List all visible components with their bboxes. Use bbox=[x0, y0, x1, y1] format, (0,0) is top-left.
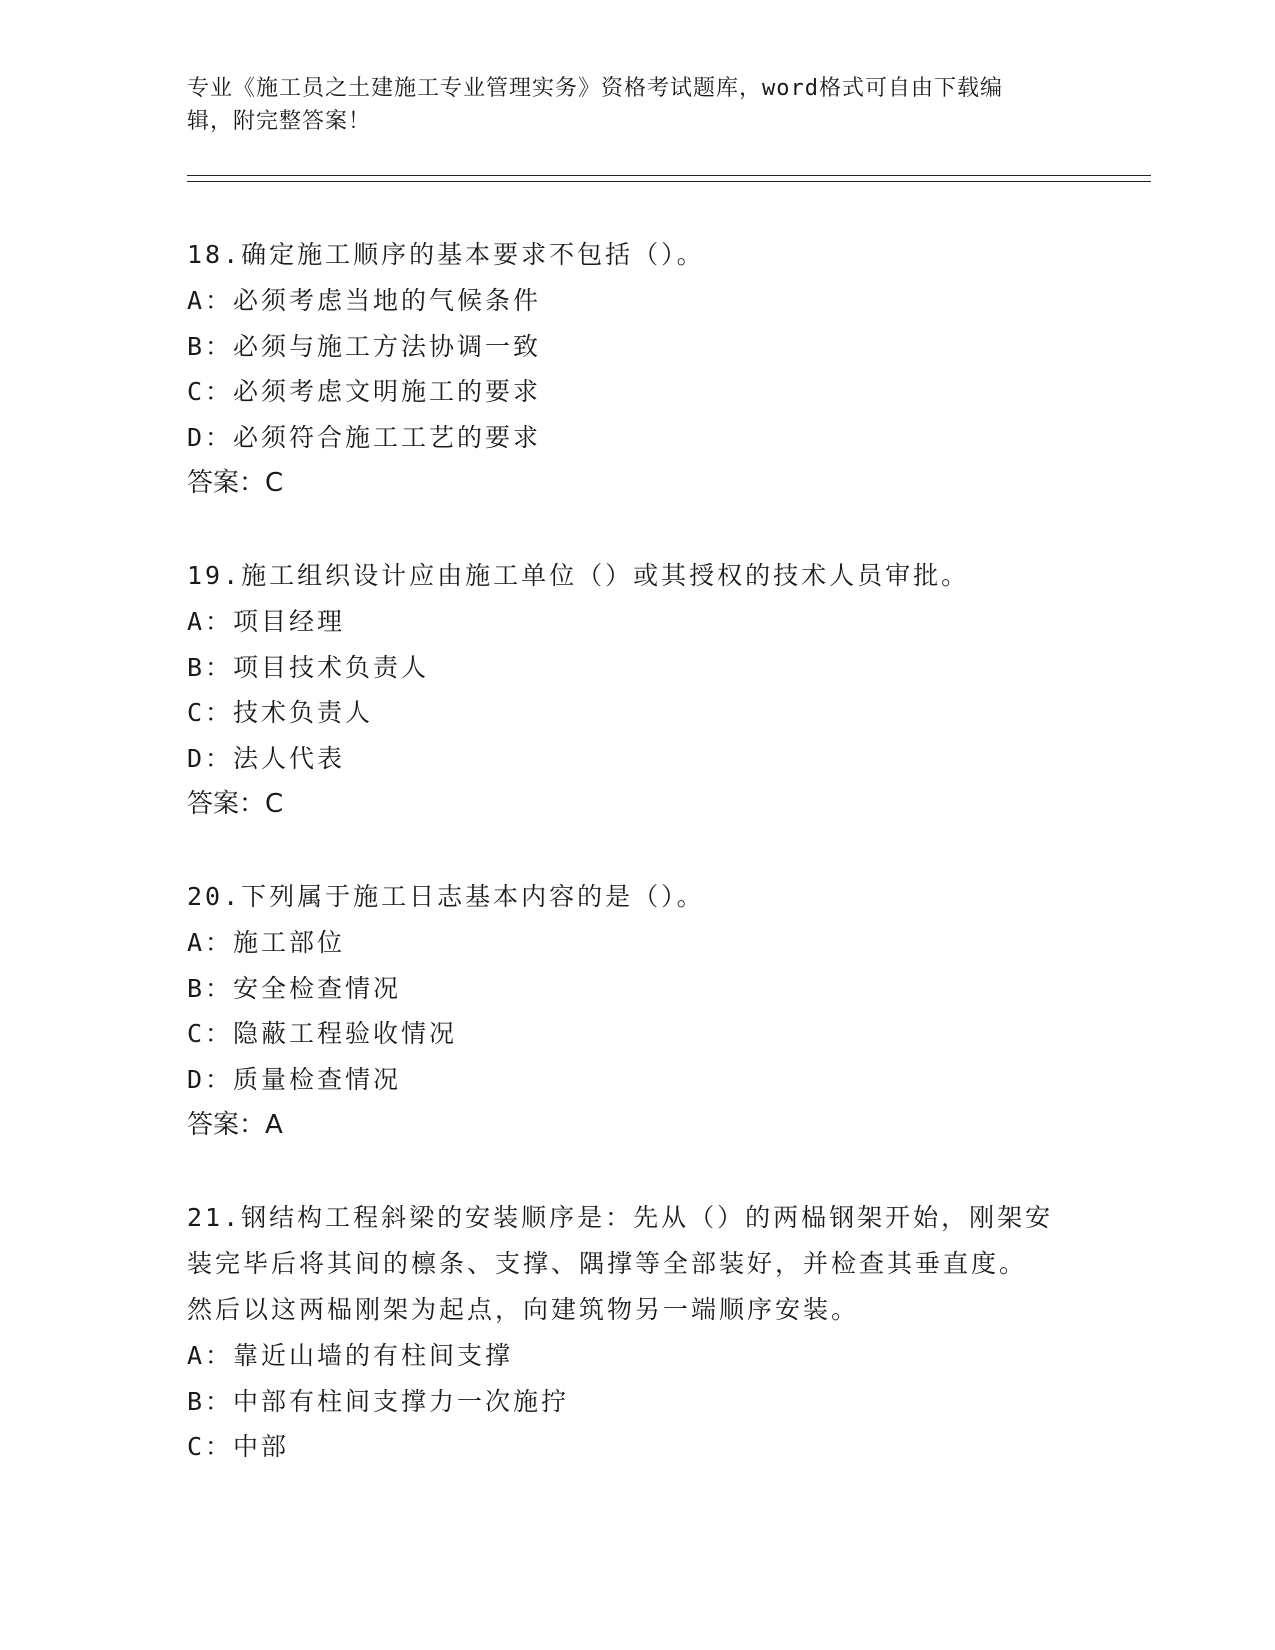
question-stem: 18.确定施工顺序的基本要求不包括（）。 bbox=[187, 240, 705, 269]
option-b: B：项目技术负责人 bbox=[187, 652, 430, 682]
question-21 bbox=[187, 1195, 1087, 1470]
option-c: C：必须考虑文明施工的要求 bbox=[187, 377, 542, 406]
option-a: A：项目经理 bbox=[187, 607, 346, 636]
question-stem-line-2: 装完毕后将其间的檩条、支撑、隅撑等全部装好，并检查其垂直度。 bbox=[187, 1249, 1028, 1278]
question-stem: 20.下列属于施工日志基本内容的是（）。 bbox=[187, 882, 705, 911]
document-header bbox=[187, 72, 1077, 138]
option-a: A：施工部位 bbox=[187, 928, 346, 957]
answer: 答案：C bbox=[187, 789, 284, 819]
option-a: A：必须考虑当地的气候条件 bbox=[187, 286, 542, 315]
question-19 bbox=[187, 553, 1087, 827]
question-list bbox=[187, 232, 1087, 1517]
header-divider-top bbox=[187, 175, 1151, 176]
header-line-1: 专业《施工员之土建施工专业管理实务》资格考试题库，word格式可自由下载编 bbox=[187, 76, 1003, 101]
option-d: D：法人代表 bbox=[187, 743, 346, 773]
option-c: C：技术负责人 bbox=[187, 698, 374, 727]
option-d: D：质量检查情况 bbox=[187, 1064, 402, 1094]
header-divider-bottom bbox=[187, 181, 1151, 182]
question-stem-line-3: 然后以这两榀刚架为起点，向建筑物另一端顺序安装。 bbox=[187, 1295, 860, 1324]
option-c: C：中部 bbox=[187, 1432, 290, 1461]
question-stem-line-1: 21.钢结构工程斜梁的安装顺序是：先从（）的两榀钢架开始，刚架安 bbox=[187, 1203, 1054, 1232]
answer: 答案：C bbox=[187, 468, 284, 498]
answer: 答案：A bbox=[187, 1110, 283, 1140]
question-20 bbox=[187, 874, 1087, 1148]
option-b: B：中部有柱间支撑力一次施拧 bbox=[187, 1386, 570, 1416]
option-b: B：安全检查情况 bbox=[187, 973, 402, 1003]
question-stem: 19.施工组织设计应由施工单位（）或其授权的技术人员审批。 bbox=[187, 561, 970, 590]
option-c: C：隐蔽工程验收情况 bbox=[187, 1019, 458, 1048]
option-d: D：必须符合施工工艺的要求 bbox=[187, 422, 542, 452]
question-18 bbox=[187, 232, 1087, 506]
option-b: B：必须与施工方法协调一致 bbox=[187, 331, 542, 361]
option-a: A：靠近山墙的有柱间支撑 bbox=[187, 1341, 514, 1370]
header-line-2: 辑，附完整答案！ bbox=[187, 109, 372, 134]
